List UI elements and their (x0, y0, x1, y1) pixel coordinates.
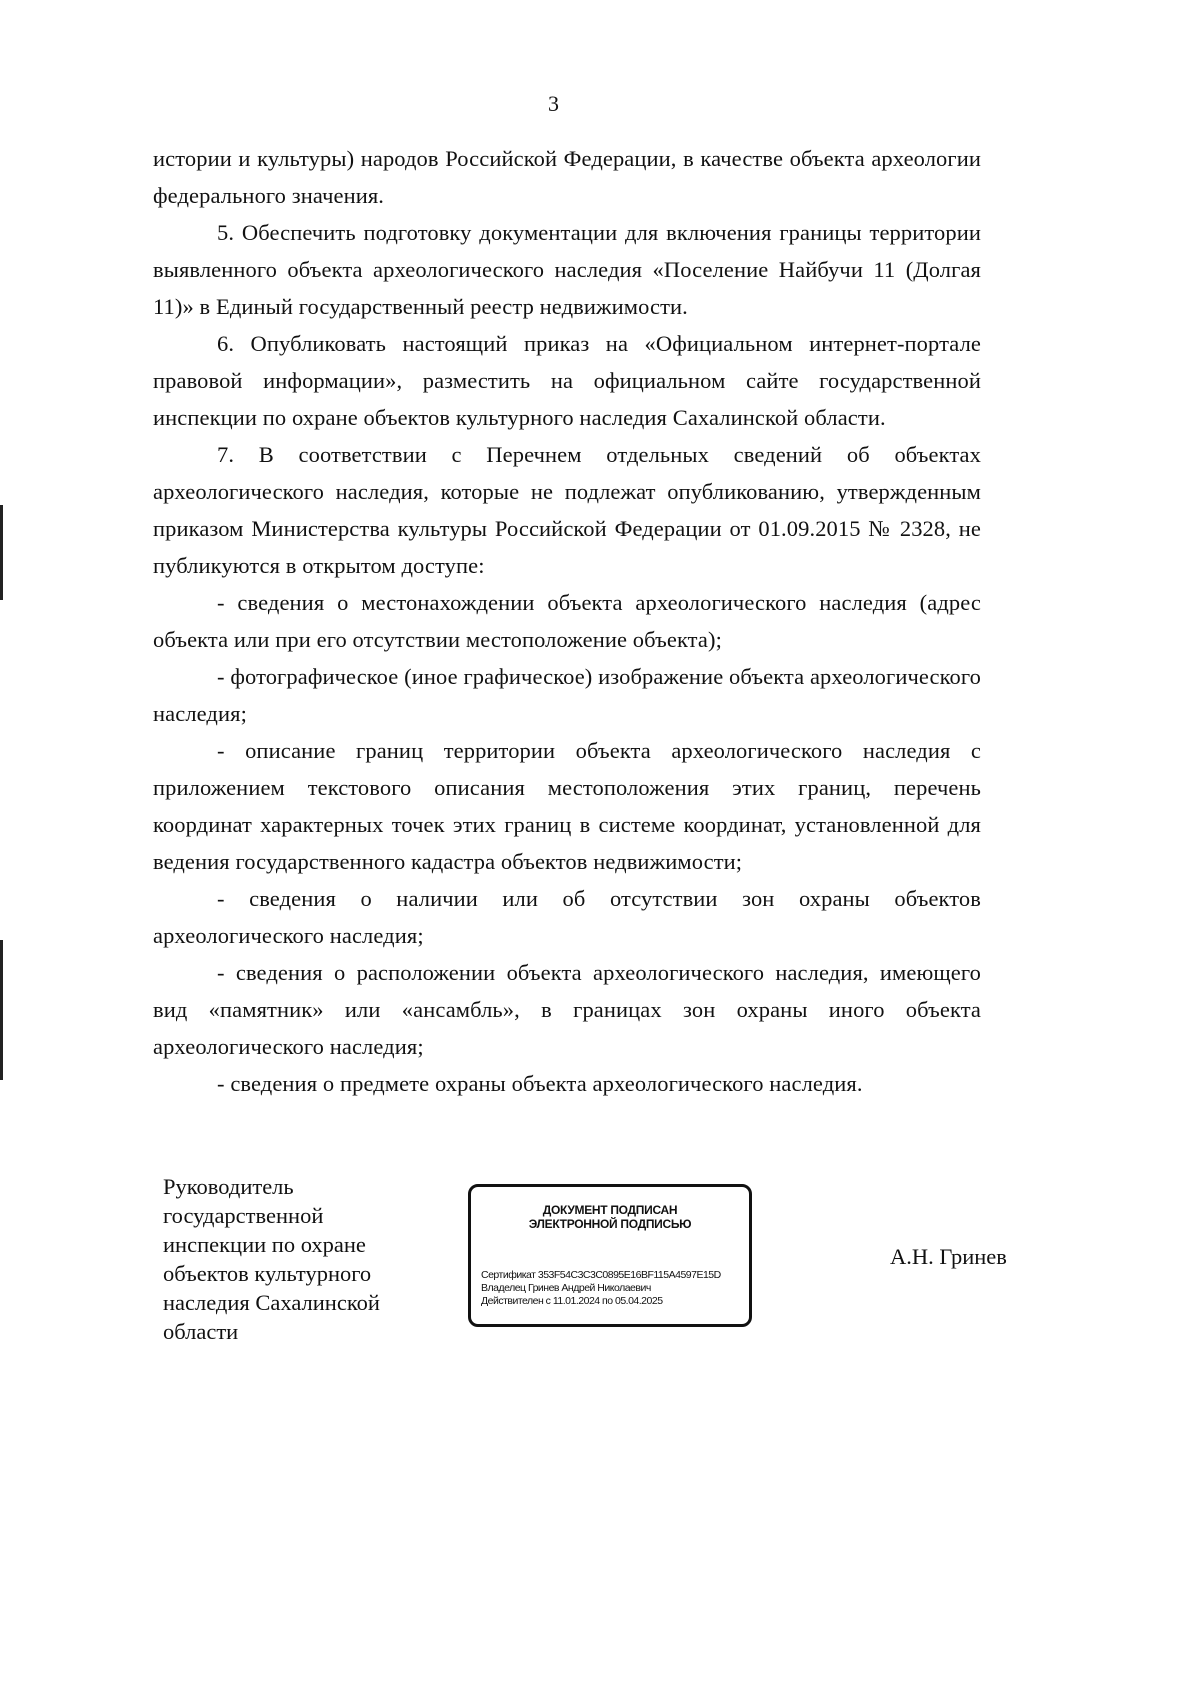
signer-position-line: области (163, 1319, 239, 1344)
list-item-placement: - сведения о расположении объекта археологического наследия, имеющего вид «памятник» или «ансамбль», в границах зон охраны иного объекта археологического наследия; (153, 960, 981, 1059)
signer-position-line: инспекции по охране (163, 1232, 366, 1257)
stamp-owner: Владелец Гринев Андрей Николаевич (481, 1282, 651, 1294)
signer-position (163, 1172, 433, 1346)
stamp-heading-line-2: ЭЛЕКТРОННОЙ ПОДПИСЬЮ (528, 1217, 692, 1231)
scan-edge-mark (0, 505, 3, 600)
stamp-heading-line-1: ДОКУМЕНТ ПОДПИСАН (542, 1203, 678, 1217)
document-body (153, 140, 981, 1102)
stamp-details (481, 1269, 751, 1308)
list-item-boundaries: - описание границ территории объекта археологического наследия с приложением текстового описания местоположения этих границ, перечень координат характерных точек этих границ в системе координат, установленной для ведения государственного кадастра объектов недвижимости; (153, 738, 981, 874)
list-item-location: - сведения о местонахождении объекта археологического наследия (адрес объекта или при его отсутствии местоположение объекта); (153, 590, 981, 652)
page-number: 3 (548, 91, 559, 116)
paragraph-item-7: 7. В соответствии с Перечнем отдельных сведений об объектах археологического наследия, которые не подлежат опубликованию, утвержденным приказом Министерства культуры Российской Федерации от 01.09.2015 № 2328, не публикуются в открытом доступе: (153, 442, 981, 578)
list-item-photo: - фотографическое (иное графическое) изображение объекта археологического наследия; (153, 664, 981, 726)
electronic-signature-stamp (468, 1184, 752, 1327)
signer-position-line: государственной (163, 1203, 324, 1228)
signer-position-line: наследия Сахалинской (163, 1290, 380, 1315)
paragraph-item-5: 5. Обеспечить подготовку документации для включения границы территории выявленного объекта археологического наследия «Поселение Найбучи 11 (Долгая 11)» в Единый государственный реестр недвижимости. (153, 220, 981, 319)
stamp-certificate: Сертификат 353F54C3C3C0895E16BF115A4597E15D (481, 1269, 721, 1281)
list-item-protection-zones: - сведения о наличии или об отсутствии зон охраны объектов археологического наследия; (153, 886, 981, 948)
paragraph-continuation: истории и культуры) народов Российской Федерации, в качестве объекта археологии федерального значения. (153, 146, 981, 208)
signer-position-line: Руководитель (163, 1174, 294, 1199)
list-item-subject-of-protection: - сведения о предмете охраны объекта археологического наследия. (217, 1071, 863, 1096)
scan-edge-mark (0, 940, 3, 1080)
paragraph-item-6: 6. Опубликовать настоящий приказ на «Официальном интернет-портале правовой информации», разместить на официальном сайте государственной инспекции по охране объектов культурного наследия Сахалинской области. (153, 331, 981, 430)
signer-position-line: объектов культурного (163, 1261, 372, 1286)
stamp-validity: Действителен с 11.01.2024 по 05.04.2025 (481, 1295, 663, 1307)
signer-name: А.Н. Гринев (890, 1244, 1007, 1269)
stamp-heading (471, 1203, 749, 1231)
